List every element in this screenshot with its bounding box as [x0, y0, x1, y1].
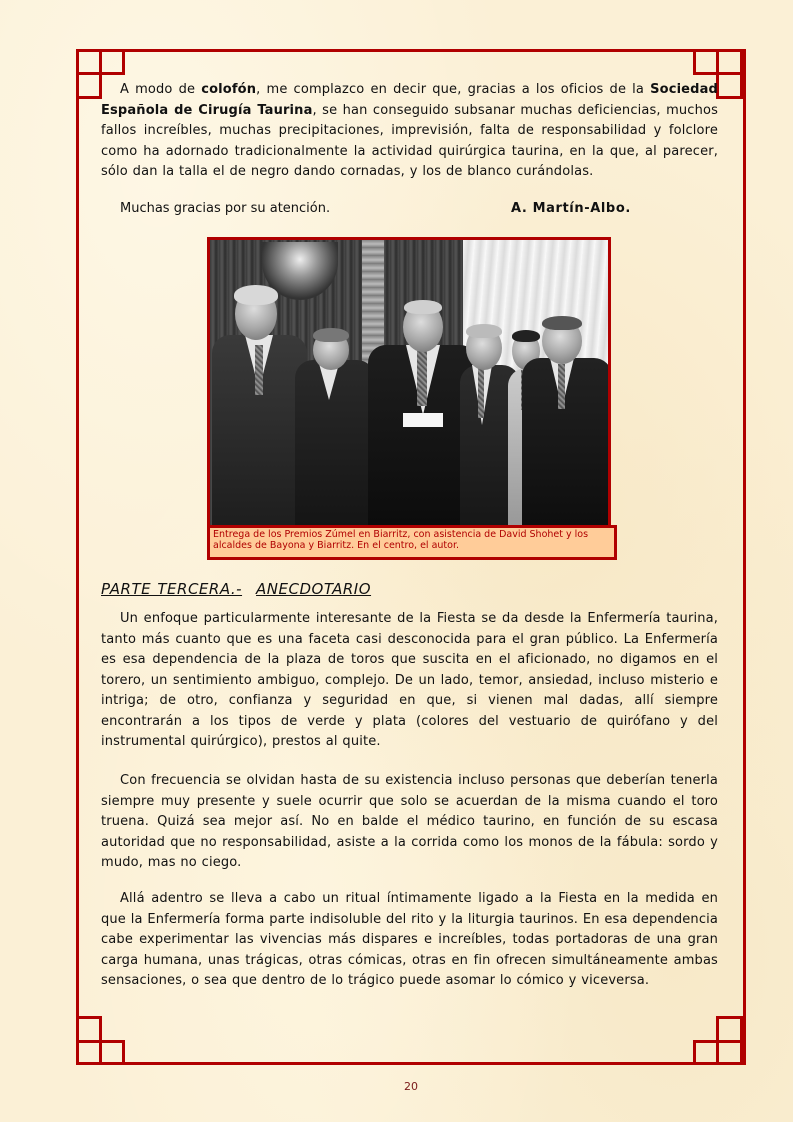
- corner-ornament-bottom-left: [76, 1016, 102, 1043]
- author-signature: A. Martín-Albo.: [511, 201, 631, 216]
- corner-ornament-top-left: [99, 49, 125, 75]
- bold-term-colofon: colofón: [201, 82, 257, 97]
- paragraph-text: , se han conseguido subsanar muchas deficiencias, muchos fallos increíbles, muchas precipitaciones, imprevisión, falta de responsabilidad y folclore como ha adornado tradicionalmente la actividad quirúrgica taurina, en la que, al parecer, sólo dan la talla el de negro dando cornadas, y los de blanco curándolas.: [101, 102, 719, 179]
- corner-ornament-top-left: [76, 72, 102, 99]
- corner-ornament-bottom-right: [716, 1040, 743, 1065]
- corner-ornament-bottom-left: [99, 1040, 125, 1065]
- paragraph-text: Con frecuencia se olvidan hasta de su existencia incluso personas que deberían tenerla siempre muy presente y suele ocurrir que solo se acuerdan de la misma cuando el toro truena. Quizá sea mejor así. No en balde el médico taurino, en función de su escasa autoridad que no responsabilidad, asiste a la corrida como los monos de la fábula: sordo y mudo, mas no ciego.: [101, 773, 718, 870]
- corner-ornament-bottom-right: [716, 1016, 743, 1043]
- corner-ornament-top-right: [716, 72, 743, 99]
- page-number: 20: [404, 1080, 418, 1093]
- bold-term-sociedad: Sociedad Española de Cirugía Taurina: [101, 82, 718, 118]
- heading-part-title: PARTE TERCERA.-: [101, 580, 243, 598]
- photo-caption: Entrega de los Premios Zúmel en Biarritz, con asistencia de David Shohet y los alcaldes de Bayona y Biarritz. En el centro, el autor.: [207, 525, 617, 560]
- anecdotario-paragraph-1: [101, 609, 718, 753]
- award-ceremony-photo: [207, 237, 611, 528]
- anecdotario-paragraph-2: [101, 771, 718, 874]
- heading-part-subtitle: ANECDOTARIO: [256, 580, 372, 598]
- closing-line: Muchas gracias por su atención.: [120, 201, 331, 216]
- paragraph-text: , me complazco en decir que, gracias a los oficios de la: [256, 82, 651, 97]
- paragraph-text: Allá adentro se lleva a cabo un ritual íntimamente ligado a la Fiesta en la medida en que la Enfermería forma parte indisoluble del rito y la liturgia taurinos. En esa dependencia cabe experimentar las vivencias más dispares e increíbles, todas portadoras de una gran carga humana, unas trágicas, otras cómicas, otras en fin ofrecen simultáneamente ambas sensaciones, o sea que dentro de lo trágico puede asomar lo cómico y viceversa.: [101, 891, 718, 988]
- paragraph-text: Un enfoque particularmente interesante de la Fiesta se da desde la Enfermería taurina, tanto más cuanto que es una faceta casi desconocida para el gran público. La Enfermería es esa dependencia de la plaza de toros que suscita en el aficionado, no digamos en el torero, un sentimiento ambiguo, complejo. De un lado, temor, ansiedad, incluso misterio e intriga; de otro, confianza y seguridad en que, si vienen mal dadas, allí siempre encontrarán a los tipos de verde y plata (colores del vestuario de quirófano y del instrumental quirúrgico), prestos al quite.: [101, 611, 718, 749]
- anecdotario-paragraph-3: [101, 889, 718, 992]
- colofon-paragraph: [101, 80, 718, 183]
- section-heading: [101, 580, 371, 598]
- paragraph-text: A modo de: [120, 82, 202, 97]
